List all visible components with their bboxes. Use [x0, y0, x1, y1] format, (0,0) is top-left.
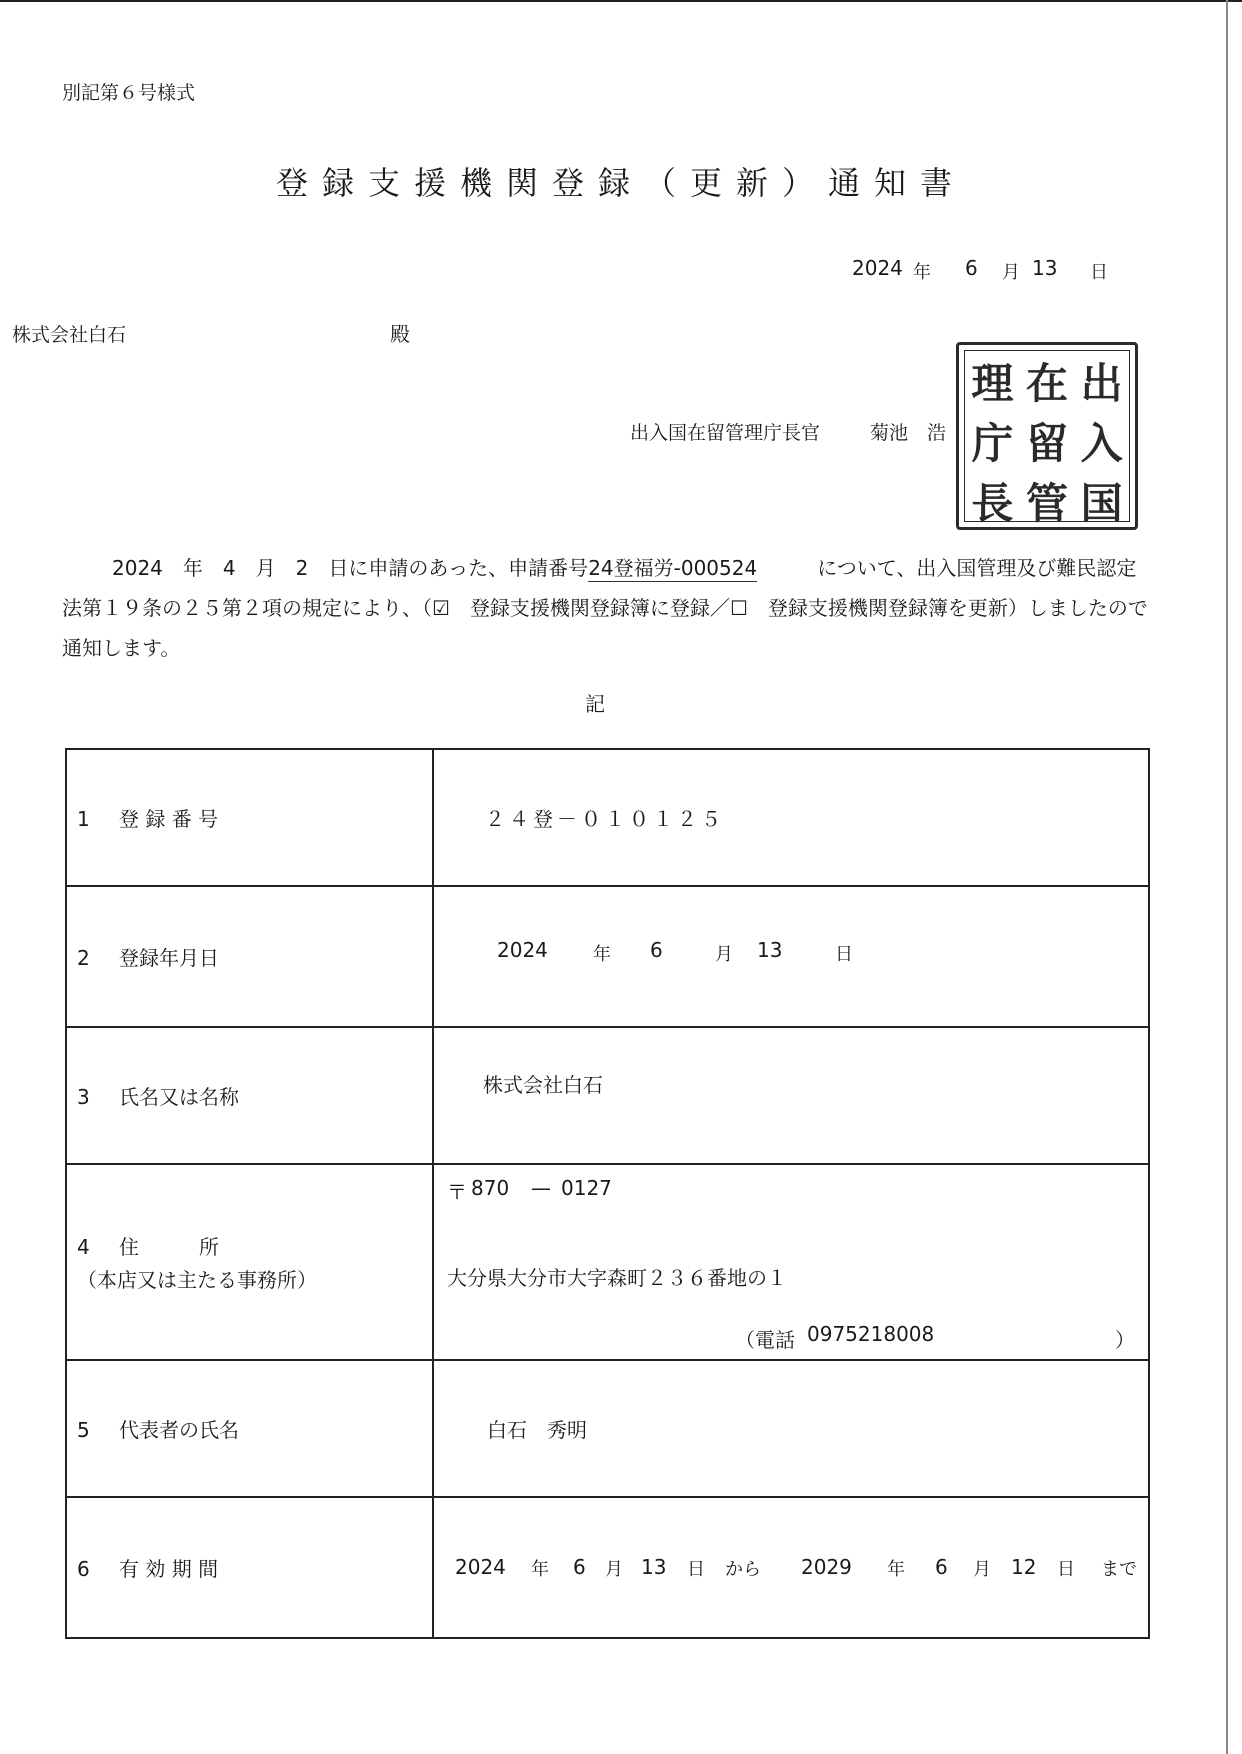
address: 大分県大分市大字森町２３６番地の１	[447, 1266, 787, 1290]
notice-month: 6	[965, 256, 978, 280]
postal-code-2: 0127	[561, 1176, 612, 1200]
seal-glyph: 在	[1026, 359, 1069, 408]
valid-from-month: 6	[573, 1555, 586, 1579]
seal-glyph: 入	[1080, 419, 1123, 468]
company-name: 株式会社白石	[483, 1073, 603, 1097]
table-row	[66, 749, 1149, 886]
phone-close: ）	[1115, 1328, 1135, 1352]
body-year-unit: 年	[182, 556, 203, 580]
reg-year-unit: 年	[593, 944, 611, 965]
seal-glyph: 長	[971, 479, 1014, 528]
table-row	[66, 1027, 1149, 1164]
row-label: 代表者の氏名	[119, 1418, 239, 1442]
label-cell	[66, 886, 433, 1027]
row-number: 3	[77, 1085, 90, 1109]
valid-to-year: 2029	[801, 1555, 852, 1579]
seal-glyph: 出	[1080, 359, 1123, 408]
value-cell	[433, 1027, 1149, 1164]
valid-from-year: 2024	[455, 1555, 506, 1579]
addressee-name: 株式会社白石	[12, 324, 127, 346]
reg-day: 13	[757, 938, 783, 962]
valid-from-month-unit: 月	[605, 1559, 623, 1580]
seal-glyphs	[965, 351, 1129, 528]
row-number: 6	[77, 1557, 90, 1581]
representative-name: 白石 秀明	[487, 1418, 587, 1442]
seal-glyph: 留	[1026, 419, 1069, 468]
row-label: 有 効 期 間	[119, 1557, 219, 1581]
issuer-title: 出入国在留管理庁長官	[630, 422, 821, 444]
phone-number: 0975218008	[807, 1322, 935, 1346]
issuer-name: 菊池 浩	[870, 422, 947, 444]
body-app-month: 4	[222, 556, 236, 580]
seal-glyph: 庁	[971, 419, 1014, 468]
registration-number: ２４登－０１０１２５	[485, 807, 725, 831]
row-label: 氏名又は名称	[119, 1085, 239, 1109]
body-app-day: 2	[295, 556, 309, 580]
official-seal	[956, 342, 1138, 530]
valid-from-day-unit: 日	[687, 1559, 705, 1580]
row-label: 登 録 番 号	[119, 807, 219, 831]
notice-month-unit: 月	[1002, 262, 1020, 283]
reg-month-unit: 月	[715, 944, 733, 965]
notice-day: 13	[1032, 256, 1058, 280]
valid-from-year-unit: 年	[531, 1559, 549, 1580]
option-register: 登録支援機関登録簿に登録／	[469, 596, 730, 620]
notice-body	[62, 548, 1152, 668]
scan-right-border	[1226, 0, 1228, 1754]
value-cell	[433, 749, 1149, 886]
value-cell	[433, 1360, 1149, 1497]
value-cell	[433, 1164, 1149, 1360]
checkbox-renew-unchecked: ☐	[729, 596, 748, 620]
body-month-unit: 月	[255, 556, 276, 580]
seal-glyph: 理	[971, 359, 1014, 408]
valid-from-day: 13	[641, 1555, 667, 1579]
value-cell	[433, 1497, 1149, 1638]
row-number: 2	[77, 946, 90, 970]
application-number: 24登福労-000524	[588, 556, 758, 580]
postal-dash: —	[531, 1176, 551, 1200]
table-row	[66, 1164, 1149, 1360]
form-number: 別記第６号様式	[62, 82, 196, 104]
valid-to-month-unit: 月	[973, 1559, 991, 1580]
seal-glyph: 国	[1080, 479, 1123, 528]
valid-to-day: 12	[1011, 1555, 1037, 1579]
valid-made: まで	[1101, 1559, 1137, 1580]
row-label: 住 所	[119, 1235, 219, 1259]
row-sublabel: （本店又は主たる事務所）	[77, 1268, 317, 1292]
valid-to-month: 6	[935, 1555, 948, 1579]
postal-mark: 〒	[447, 1180, 467, 1204]
reg-year: 2024	[497, 938, 548, 962]
label-cell	[66, 1360, 433, 1497]
scan-top-border	[0, 0, 1242, 2]
checkbox-register-checked: ☑	[432, 596, 450, 620]
row-number: 5	[77, 1418, 90, 1442]
seal-glyph: 管	[1026, 479, 1069, 528]
postal-code-1: 870	[471, 1176, 510, 1200]
body-text-1: について、出入国管理及び難民認定法第１９条の２５第２項の規定により、（	[62, 556, 1137, 620]
reg-day-unit: 日	[835, 944, 853, 965]
body-day-text: 日に申請のあった、申請番号	[328, 556, 589, 580]
phone-open: （電話	[735, 1328, 795, 1352]
label-cell	[66, 1164, 433, 1360]
notice-year-unit: 年	[913, 262, 931, 283]
notice-day-unit: 日	[1090, 262, 1108, 283]
label-cell	[66, 1027, 433, 1164]
reg-month: 6	[650, 938, 663, 962]
body-app-year: 2024	[112, 556, 163, 580]
valid-kara: から	[725, 1559, 761, 1580]
valid-to-day-unit: 日	[1057, 1559, 1075, 1580]
table-row	[66, 1360, 1149, 1497]
notice-year: 2024	[852, 256, 903, 280]
option-renew: 登録支援機関登録簿を更新）しましたので通知します。	[62, 596, 1148, 660]
valid-to-year-unit: 年	[887, 1559, 905, 1580]
document-title: 登録支援機関登録（更新）通知書	[275, 164, 966, 202]
row-label: 登録年月日	[119, 946, 219, 970]
row-number: 4	[77, 1235, 90, 1259]
row-number: 1	[77, 807, 90, 831]
ki-heading: 記	[585, 692, 605, 716]
details-table	[65, 748, 1150, 1639]
label-cell	[66, 1497, 433, 1638]
value-cell	[433, 886, 1149, 1027]
addressee-honorific: 殿	[390, 322, 410, 346]
table-row	[66, 886, 1149, 1027]
label-cell	[66, 749, 433, 886]
table-row	[66, 1497, 1149, 1638]
